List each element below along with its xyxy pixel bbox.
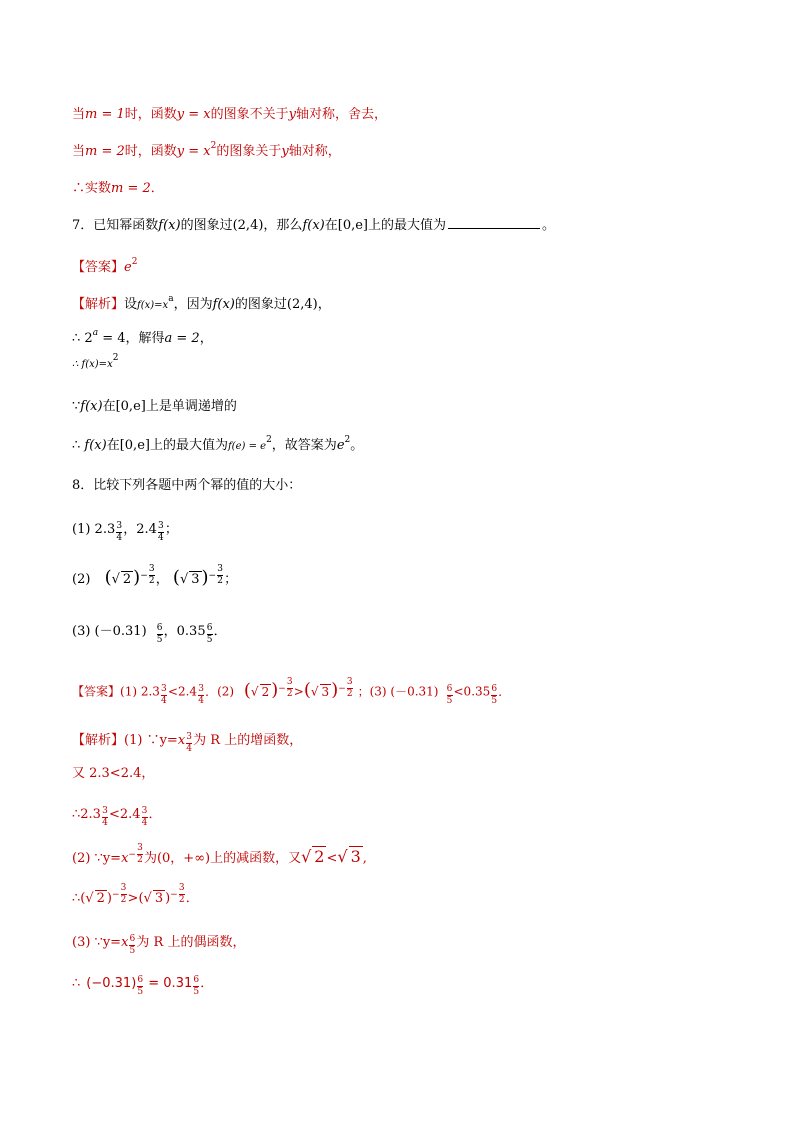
text: ，故答案为: [271, 438, 337, 453]
paren: ): [331, 679, 339, 701]
sqrt-symbol: √: [111, 571, 120, 587]
exponent: [209, 565, 225, 586]
solution-line-m2: [72, 140, 341, 159]
solution-7-line-5: [72, 434, 363, 453]
math: y: [281, 144, 289, 159]
text: 上是单调递增的: [145, 399, 237, 414]
text: ∵: [72, 399, 81, 414]
solution-tag: 【解析】: [72, 297, 125, 312]
math: f(x): [212, 297, 235, 312]
text: ,: [362, 850, 367, 866]
question-8-title: [72, 474, 301, 493]
exponent-fraction: [347, 678, 353, 699]
numerator: 3: [137, 843, 143, 853]
sqrt-symbol: √: [143, 890, 152, 906]
solution-8-line-4: [72, 844, 367, 866]
solution-conclusion: [72, 177, 164, 196]
math: (2,4): [232, 218, 264, 233]
numerator: 3: [141, 805, 148, 816]
math: f(x): [80, 399, 103, 414]
numerator: 6: [206, 622, 213, 633]
text: 的图象关于: [216, 144, 282, 159]
paren: (: [303, 679, 311, 701]
text: 为 R 上的增函数，: [193, 733, 303, 748]
exponent-fraction: [491, 685, 497, 706]
text: 当: [72, 107, 86, 122]
text: 在: [102, 399, 116, 414]
solution-8-line-5: [72, 884, 199, 906]
exponent-fraction: [447, 685, 453, 706]
math: x: [177, 733, 186, 748]
exponent: 2: [344, 435, 351, 445]
text: 轴对称，舍去，: [296, 107, 388, 122]
exponent-fraction: [193, 976, 199, 997]
denominator: 2: [346, 689, 353, 699]
paren: ): [133, 566, 141, 588]
numerator: 3: [116, 520, 123, 531]
text: ．(2): [205, 684, 235, 699]
paren: (: [243, 679, 251, 701]
text: ∴: [72, 438, 85, 453]
numerator: 6: [137, 974, 144, 985]
math: f(x)=x: [137, 300, 169, 311]
exponent-fraction: [207, 624, 213, 645]
math: f(e) = e: [227, 441, 267, 452]
math: (1) ∵y=: [124, 733, 178, 748]
text: 的图象过: [180, 218, 233, 233]
minus: −: [278, 683, 286, 694]
text: ．: [185, 890, 199, 906]
denominator: 5: [129, 945, 136, 956]
exponent: a: [168, 294, 174, 304]
math: y = x: [176, 107, 211, 122]
math: <2.4: [167, 684, 198, 699]
numerator: 6: [446, 683, 453, 694]
text: 为(0，+∞)上的减函数，又: [143, 850, 302, 866]
exponent-fraction: [161, 685, 167, 706]
text: (2): [72, 571, 91, 587]
text: ．: [150, 181, 164, 196]
text: 时，函数: [124, 107, 177, 122]
text: 7．已知幂函数: [72, 218, 159, 233]
radicand: 2: [261, 684, 270, 699]
denominator: 2: [148, 576, 155, 586]
text: 设: [124, 297, 138, 312]
math: f(x): [84, 438, 107, 453]
math: ，0.35: [163, 624, 206, 639]
math: <0.35: [453, 684, 491, 699]
denominator: 2: [137, 855, 143, 865]
sqrt-symbol: √: [85, 890, 94, 906]
numerator: 6: [156, 622, 163, 633]
minus: −: [140, 570, 148, 581]
answer-blank: [448, 216, 540, 229]
text: ，: [155, 571, 169, 587]
exponent: [338, 678, 354, 699]
text: 在: [324, 218, 338, 233]
exponent-fraction: [137, 976, 143, 997]
sqrt-symbol: √: [310, 684, 319, 699]
solution-tag: 【解析】: [72, 733, 125, 748]
minus: −: [128, 849, 136, 860]
numerator: 6: [491, 683, 498, 694]
denominator: 4: [102, 817, 108, 828]
math: m = 2: [111, 181, 151, 196]
text: ∴实数: [72, 181, 112, 196]
exponent: [128, 844, 144, 865]
exponent-fraction: [186, 733, 192, 754]
math: m = 1: [85, 107, 125, 122]
minus: −: [112, 889, 120, 900]
radicand: 2: [122, 571, 132, 587]
exponent: [170, 884, 186, 905]
math: x: [121, 935, 129, 950]
math: m = 2: [85, 144, 125, 159]
math: (2,4): [286, 297, 318, 312]
answer-7: [72, 256, 137, 275]
sqrt-symbol: √: [337, 846, 348, 866]
exponent: [278, 678, 294, 699]
math: f(x): [302, 218, 325, 233]
denominator: 2: [178, 895, 185, 905]
text: 8．比较下列各题中两个幂的值的大小：: [72, 478, 302, 493]
exponent-fraction: [157, 624, 163, 645]
math: [0,e]: [337, 218, 368, 233]
denominator: 4: [161, 695, 167, 706]
math: = 0.31: [148, 976, 193, 991]
denominator: 4: [116, 532, 123, 543]
math: ∴2.3: [72, 807, 101, 822]
numerator: 3: [198, 683, 204, 694]
exponent-fraction: [198, 685, 204, 706]
denominator: 5: [206, 634, 213, 645]
numerator: 3: [178, 883, 185, 893]
math: (−0.31): [86, 976, 137, 991]
solution-8-line-2: [72, 762, 154, 781]
exponent-fraction: [179, 884, 185, 905]
text: 上的最大值为: [149, 438, 228, 453]
numerator: 3: [161, 683, 167, 694]
exponent-fraction: [137, 844, 143, 865]
answer-tag: 【答案】: [72, 684, 121, 699]
text: ): [106, 890, 112, 906]
paren: (: [104, 566, 112, 588]
solution-8-line-6: [72, 931, 245, 956]
exponent-fraction: [129, 935, 135, 956]
denominator: 5: [156, 634, 163, 645]
question-8-part-2: [72, 565, 237, 588]
math: [0,e]: [119, 438, 150, 453]
solution-7-line-4: [72, 395, 237, 414]
math: (3) ∵y=: [72, 935, 122, 950]
radicand: 3: [154, 890, 164, 906]
exponent-fraction: [102, 807, 108, 828]
text: = 4，解得: [98, 331, 165, 346]
text: ，因为: [173, 297, 213, 312]
radicand: 3: [191, 571, 200, 587]
math: (2) ∵y=: [72, 850, 122, 866]
math: ∴ f(x)=x: [72, 359, 113, 370]
math: e: [124, 260, 132, 275]
question-8-part-3: [72, 620, 227, 645]
exponent-fraction: [287, 678, 293, 699]
operator: >: [293, 684, 304, 699]
exponent: 2: [112, 353, 119, 363]
numerator: 6: [193, 974, 200, 985]
radicand: 2: [96, 890, 105, 906]
math: e: [336, 438, 345, 453]
exponent: [112, 884, 128, 905]
text: 在: [106, 438, 120, 453]
solution-8-line-3: [72, 803, 162, 828]
text: ；: [164, 522, 178, 537]
sqrt-symbol: √: [301, 846, 312, 866]
radicand: 3: [321, 684, 330, 699]
radicand: 3: [350, 846, 361, 866]
text: 的图象不关于: [210, 107, 289, 122]
numerator: 3: [346, 677, 353, 687]
exponent-fraction: [121, 884, 127, 905]
math: (3) (－0.31): [72, 624, 147, 639]
math: [0,e]: [115, 399, 146, 414]
exponent-fraction: [158, 522, 164, 543]
exponent-fraction: [116, 522, 122, 543]
text: ，: [317, 297, 331, 312]
exponent-fraction: [217, 565, 223, 586]
solution-line-m1: [72, 103, 387, 122]
denominator: 4: [198, 695, 204, 706]
text: ∴(: [72, 890, 86, 906]
denominator: 2: [120, 895, 127, 905]
math: x: [121, 850, 129, 866]
exponent: 2: [210, 141, 217, 151]
text: ∴: [72, 976, 81, 991]
minus: −: [208, 570, 217, 581]
text: 为 R 上的偶函数，: [136, 935, 246, 950]
solution-7-line-3: [72, 353, 119, 370]
math: y = x: [176, 144, 211, 159]
math: (1) 2.3: [72, 522, 116, 537]
denominator: 4: [186, 743, 193, 754]
text: ，那么: [263, 218, 303, 233]
denominator: 4: [141, 817, 148, 828]
numerator: 3: [148, 564, 155, 574]
solution-8-line-1: [72, 729, 302, 754]
exponent-fraction: [149, 565, 155, 586]
numerator: 3: [217, 564, 223, 574]
denominator: 5: [446, 695, 453, 706]
text: 上的最大值为: [368, 218, 447, 233]
sqrt-symbol: √: [250, 684, 259, 699]
text: ，: [199, 331, 213, 346]
numerator: 3: [158, 520, 164, 531]
denominator: 2: [217, 576, 223, 586]
minus: −: [338, 683, 346, 694]
paren: ): [201, 566, 209, 588]
exponent: [140, 565, 156, 586]
math: (1) 2.3: [120, 684, 160, 699]
exponent: a: [92, 328, 99, 338]
numerator: 3: [286, 677, 293, 687]
solution-7-line-1: [72, 293, 331, 312]
text: >(: [127, 890, 144, 906]
exponent: 2: [131, 257, 138, 267]
text: 。: [542, 218, 556, 233]
text: 轴对称，: [288, 144, 341, 159]
math: <2.4: [108, 807, 141, 822]
radicand: 2: [314, 846, 325, 866]
minus: −: [170, 889, 178, 900]
question-8-part-1: [72, 518, 178, 543]
denominator: 5: [491, 695, 498, 706]
math: ，2.4: [123, 522, 157, 537]
paren: (: [172, 566, 180, 588]
paren: ): [271, 679, 279, 701]
numerator: 3: [120, 883, 127, 893]
text: 时，函数: [124, 144, 177, 159]
math: a = 2: [164, 331, 200, 346]
text: ．: [498, 684, 511, 699]
text: 又 2.3<2.4，: [72, 766, 155, 781]
text: ．: [200, 976, 214, 991]
question-7: [72, 214, 555, 233]
math: ；(3) (－0.31): [357, 684, 439, 699]
answer-8: [72, 678, 510, 706]
text: ．: [148, 807, 162, 822]
sqrt-symbol: √: [179, 571, 189, 587]
denominator: 2: [286, 689, 293, 699]
operator: <: [326, 850, 338, 866]
text: ．: [213, 624, 227, 639]
solution-8-line-7: [72, 972, 213, 997]
math: ∴ 2: [72, 331, 93, 346]
denominator: 5: [137, 986, 144, 997]
text: 的图象过: [234, 297, 287, 312]
text: 当: [72, 144, 86, 159]
text: ；: [224, 571, 238, 587]
solution-7-line-2: [72, 327, 213, 346]
text: 。: [350, 438, 364, 453]
text: ): [165, 890, 171, 906]
denominator: 5: [193, 986, 200, 997]
answer-tag: 【答案】: [72, 260, 125, 275]
numerator: 3: [102, 805, 108, 816]
numerator: 6: [129, 933, 136, 944]
math: f(x): [158, 218, 181, 233]
denominator: 4: [158, 532, 164, 543]
exponent: 2: [266, 435, 272, 445]
math: y: [288, 107, 297, 122]
numerator: 3: [186, 731, 193, 742]
exponent-fraction: [142, 807, 148, 828]
